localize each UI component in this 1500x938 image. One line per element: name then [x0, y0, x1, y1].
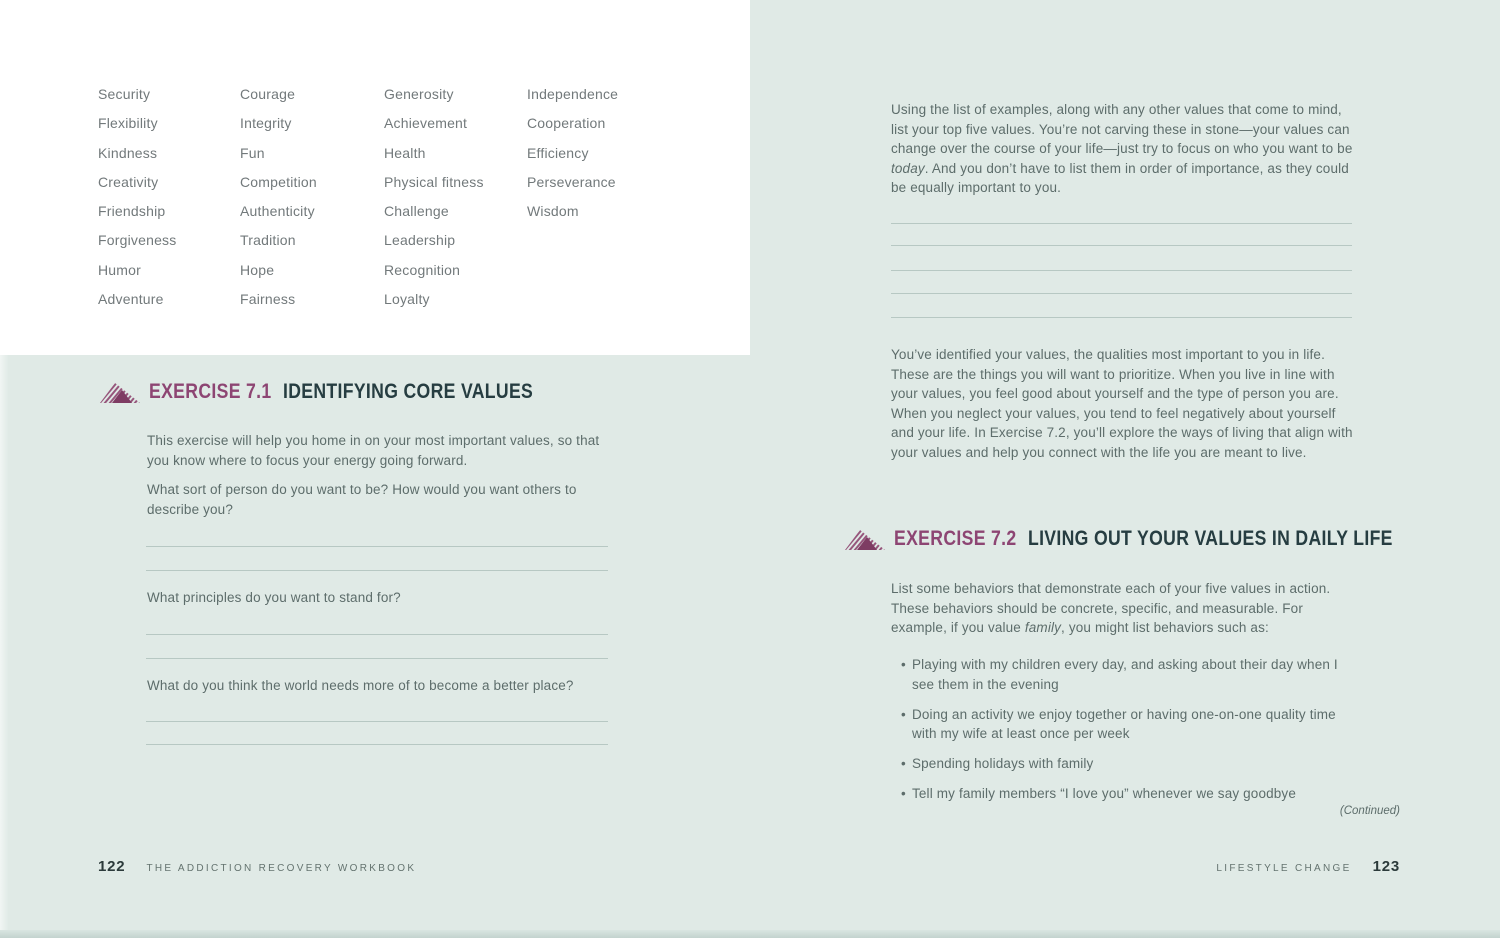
values-list-box	[0, 0, 750, 355]
page-edge-shadow	[0, 930, 1500, 938]
page-number: 123	[1372, 858, 1400, 875]
bullet-text: Playing with my children every day, and asking about their day when I see them in the evening	[912, 657, 1338, 692]
write-line	[146, 658, 608, 659]
value-item: Friendship	[98, 203, 166, 220]
value-item: Humor	[98, 261, 142, 278]
bullet-icon: •	[901, 657, 906, 672]
value-item: Security	[98, 86, 151, 102]
values-summary-paragraph: You’ve identified your values, the qualities most important to you in life. These are the things you will want to prioritize. When you live in line with your values, you feel good about yourself and the type of person you are. When you neglect your values, you tend to feel negatively about yourself and your life. In Exercise 7.2, you’ll explore the ways of living that align with your values and help you connect with the life you are meant to live.	[891, 347, 1353, 460]
paragraph-text: List some behaviors that demonstrate each of your five values in action. These behaviors should be concrete, specific, and measurable. For example, if you value	[891, 581, 1331, 636]
value-item: Recognition	[384, 261, 461, 278]
behaviors-bullet-list	[891, 655, 1361, 815]
value-item: Cooperation	[527, 115, 606, 132]
exercise-7-1-heading	[100, 379, 617, 404]
value-item: Efficiency	[527, 144, 589, 161]
value-item: Adventure	[98, 291, 164, 308]
right-page-footer	[1216, 858, 1400, 875]
value-item: Independence	[527, 86, 619, 102]
exercise-7-2-heading	[845, 526, 1500, 551]
values-column-2	[240, 86, 317, 320]
question-3: What do you think the world needs more of to become a better place?	[147, 678, 574, 693]
write-line	[891, 270, 1352, 271]
paragraph-text: Using the list of examples, along with any other values that come to mind, list your top five values. You’re not carving these in stone—your values can change over the course of your life—just try to focus on who you want to be	[891, 102, 1353, 157]
exercise-heading-text	[894, 526, 1393, 551]
list-item	[891, 754, 1361, 774]
value-item: Authenticity	[240, 203, 315, 220]
value-item: Courage	[240, 86, 296, 102]
list-item	[891, 655, 1361, 694]
value-item: Perseverance	[527, 173, 616, 190]
mountain-stripes-icon	[100, 380, 140, 403]
value-item: Generosity	[384, 86, 454, 102]
write-line	[146, 570, 608, 571]
italic-word: today	[891, 160, 925, 176]
question-2: What principles do you want to stand for?	[147, 590, 401, 605]
value-item: Competition	[240, 173, 317, 190]
value-item: Forgiveness	[98, 232, 177, 249]
italic-word: family	[1024, 620, 1062, 636]
value-item: Flexibility	[98, 115, 158, 132]
value-item: Fun	[240, 144, 265, 161]
value-item: Wisdom	[527, 203, 579, 220]
paragraph-text: , you might list behaviors such as:	[1061, 620, 1269, 636]
page-edge-highlight	[0, 0, 9, 930]
write-line	[146, 634, 608, 635]
exercise-number: EXERCISE 7.2	[894, 526, 1017, 550]
list-item	[891, 705, 1361, 744]
write-line	[891, 317, 1352, 318]
page-number: 122	[98, 858, 126, 875]
mountain-stripes-icon	[845, 527, 885, 550]
exercise-number: EXERCISE 7.1	[149, 379, 272, 403]
value-item: Loyalty	[384, 291, 430, 308]
write-line	[146, 744, 608, 745]
value-item: Physical fitness	[384, 173, 484, 190]
chapter-title: LIFESTYLE CHANGE	[1216, 863, 1352, 874]
values-column-1	[98, 86, 176, 320]
value-item: Tradition	[240, 232, 296, 249]
values-column-4	[527, 86, 618, 232]
value-item: Hope	[240, 261, 275, 278]
write-line	[891, 223, 1352, 224]
behaviors-intro-paragraph	[891, 579, 1361, 638]
exercise-heading-text	[149, 379, 533, 404]
value-item: Health	[384, 144, 426, 161]
value-item: Fairness	[240, 291, 296, 308]
value-item: Integrity	[240, 115, 292, 132]
bullet-text: Doing an activity we enjoy together or having one-on-one quality time with my wife at least once per week	[912, 706, 1336, 742]
question-1: What sort of person do you want to be? How would you want others to describe you?	[147, 482, 577, 517]
write-line	[146, 546, 608, 547]
bullet-icon: •	[901, 706, 906, 722]
write-line	[891, 293, 1352, 294]
left-page-footer	[98, 858, 416, 875]
values-instructions-paragraph	[891, 100, 1353, 198]
continued-note: (Continued)	[1339, 805, 1400, 817]
bullet-icon: •	[901, 756, 906, 772]
value-item: Creativity	[98, 173, 159, 190]
book-title: THE ADDICTION RECOVERY WORKBOOK	[146, 863, 417, 874]
exercise-intro-paragraph: This exercise will help you home in on your most important values, so that you know where to focus your energy going forward.	[147, 433, 600, 468]
list-item	[891, 784, 1361, 804]
value-item: Kindness	[98, 144, 158, 161]
value-item: Leadership	[384, 232, 456, 249]
value-item: Challenge	[384, 203, 449, 220]
bullet-icon: •	[901, 786, 906, 802]
values-column-3	[384, 86, 484, 320]
paragraph-text: . And you don’t have to list them in order of importance, as they could be equally important to you.	[891, 160, 1349, 196]
write-line	[146, 721, 608, 722]
bullet-text: Spending holidays with family	[912, 756, 1094, 772]
exercise-title: IDENTIFYING CORE VALUES	[282, 379, 534, 403]
value-item: Achievement	[384, 115, 468, 132]
bullet-text: Tell my family members “I love you” whenever we say goodbye	[912, 786, 1296, 802]
exercise-title: LIVING OUT YOUR VALUES IN DAILY LIFE	[1027, 526, 1393, 550]
write-line	[891, 245, 1352, 246]
